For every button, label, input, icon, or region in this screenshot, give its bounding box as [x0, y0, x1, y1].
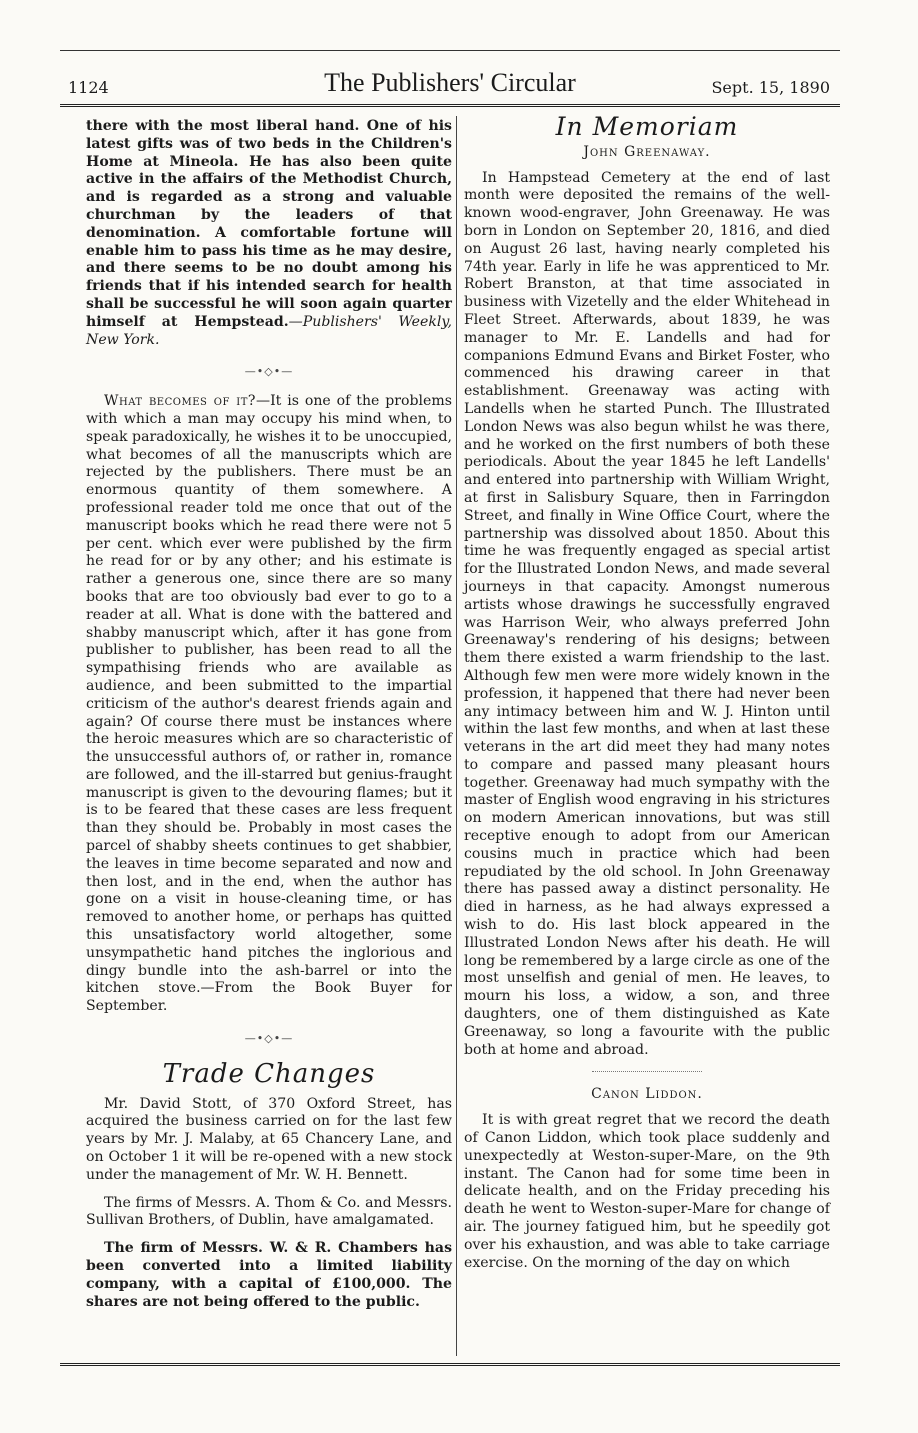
column-divider: [456, 116, 457, 1356]
separator-ornament: —•◇•—: [244, 1032, 294, 1046]
article-body: —It is one of the problems with which a man may occupy his mind when, to speak paradoxically, he wishes it to be unoccupied, what becomes of all the manuscripts which are rejected by the publishers. There must be an enormous quantity of them somewhere. A professional reader told me once that out of the manuscript books which he read there were not 5 per cent. which ever were published by the firm he read for or by any other; and his estimate is rather a generous one, since there are so many books that are too obviously bad ever to go to a reader at all. What is done with the battered and shabby manuscript which, after it has gone from publisher to publisher, has been read to all the sympathising friends who are available as audience, and been submitted to the impartial criticism of the author's dearest friends again and again? Of course there must be instances where the heroic measures which are so characteristic of the unsuccessful authors of, or rather in, romance are followed, and the ill-starred but genius-fraught manuscript is given to the devouring flames; but it is to be feared that these cases are less frequent than they should be. Probably in most cases the parcel of shabby sheets continues to get shabbier, the leaves in time become separated and now and then lost, and in the end, when the author has gone on a visit in house-cleaning time, or has removed to another home, or perhaps has quitted this unsatisfactory world altogether, some unsympathetic hand pitches the inglorious and dingy bundle into the ash-barrel or into the kitchen stove.—From the Book Buyer for September.: [86, 393, 452, 1015]
greenaway-heading: John Greenaway.: [583, 143, 711, 160]
page-number: 1124: [68, 78, 109, 97]
issue-date: Sept. 15, 1890: [711, 78, 830, 97]
continued-article: [86, 118, 452, 349]
right-column: [464, 112, 830, 1272]
bottom-double-rule: [60, 1363, 840, 1366]
greenaway-obituary: In Hampstead Cemetery at the end of last month were deposited the remains of the well-known wood-engraver, John Greenaway. He was born in London on September 20, 1816, and died on August 26 last, having nearly completed his 74th year. Early in life he was apprenticed to Mr. Robert Branston, at that time associated in business with Vizetelly and the elder Whitehead in Fleet Street. Afterwards, about 1839, he was manager to Mr. E. Landells and had for companions Edmund Evans and Birket Foster, who commenced his drawing career in that establishment. Greenaway was acting with Landells when he started Punch. The Illustrated London News was also begun whilst he was there, and he worked on the first numbers of both these periodicals. About the year 1845 he left Landells' and entered into partnership with William Wright, at first in Salisbury Square, then in Farringdon Street, and finally in Wine Office Court, where the partnership was dissolved about 1850. About this time he was frequently engaged as special artist for the Illustrated London News, and made several journeys in that capacity. Amongst numerous artists whose drawings he successfully engraved was Harrison Weir, who always preferred John Greenaway's rendering of his designs; between them there existed a warm friendship to the last. Although few men were more widely known in the profession, it happened that there had never been any intimacy between him and W. J. Hinton until within the last few months, and when at last these veterans in the art did meet they had many notes to compare and passed many pleasant hours together. Greenaway had much sympathy with the master of English wood engraving in his strictures on modern American innovations, but was still receptive enough to adopt from our American cousins much in practice which had been repudiated by the old school. In John Greenaway there has passed away a distinct personality. He died in harness, as he had always expressed a wish to do. His last block appeared in the Illustrated London News after his death. He will long be remembered by a large circle as one of the most unselfish and genial of men. He leaves, to mourn his loss, a widow, a son, and three daughters, one of them distinguished as Kate Greenaway, so long a favourite with the public both at home and abroad.: [464, 169, 830, 1058]
separator-ornament: —•◇•—: [244, 365, 294, 379]
section-rule: [592, 1071, 702, 1072]
article-lead: What becomes of it?: [104, 393, 256, 410]
liddon-heading: Canon Liddon.: [591, 1086, 703, 1103]
trade-changes-heading: Trade Changes: [162, 1058, 376, 1089]
page-header: [60, 64, 840, 100]
memoriam-heading: In Memoriam: [555, 112, 739, 141]
trade-item: The firm of Messrs. W. & R. Chambers has been converted into a limited liability company, with a capital of £100,000. The shares are not being offered to the public.: [86, 1240, 452, 1310]
continued-paragraph: there with the most liberal hand. One of his latest gifts was of two beds in the Children's Home at Mineola. He has also been quite active in the affairs of the Methodist Church, and is regarded as a strong and valuable churchman by the leaders of that denomination. A comfortable fortune will enable him to pass his time as he may desire, and there seems to be no doubt among his friends that if his intended search for health shall be successful he will soon again quarter himself at Hempstead.: [86, 118, 452, 330]
left-column: [86, 118, 452, 1311]
continued-source: —Publishers' Weekly, New York.: [86, 313, 452, 348]
header-double-rule: [60, 104, 840, 107]
what-becomes-article: [86, 393, 452, 1016]
liddon-obituary: It is with great regret that we record the death of Canon Liddon, which took place suddenly and unexpectedly at Weston-super-Mare, on the 9th instant. The Canon had for some time been in delicate health, and on the Friday preceding his death he went to Weston-super-Mare for change of air. The journey fatigued him, but he speedily got over his exhaustion, and was able to take carriage exercise. On the morning of the day on which: [464, 1112, 830, 1271]
journal-title: The Publishers' Circular: [324, 68, 576, 97]
top-border-rule: [60, 50, 840, 51]
trade-item: The firms of Messrs. A. Thom & Co. and Messrs. Sullivan Brothers, of Dublin, have amalgamated.: [86, 1194, 452, 1229]
trade-item: Mr. David Stott, of 370 Oxford Street, has acquired the business carried on for the last few years by Mr. J. Malaby, at 65 Chancery Lane, and on October 1 it will be re-opened with a new stock under the management of Mr. W. H. Bennett.: [86, 1095, 452, 1183]
